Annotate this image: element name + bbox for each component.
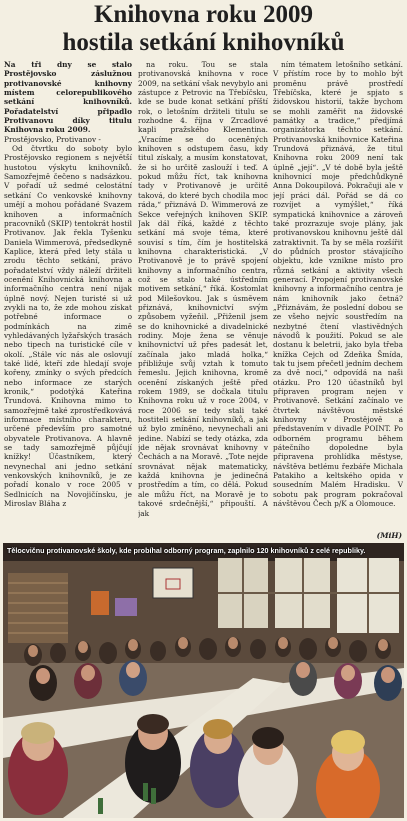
article-body-column-2: na roku. Tou se stala protivanovská knihovna v roce 2009, na setkání však nevybylo ani zástupce z Petrovic na Třebíčsku, kde se bude konat setkání příští rok, o letošním držiteli titulu se rozhodne 4. října v Zrcadlové kapli pražského Klementina. „Vracíme se do oceněných knihoven s odstupem času, kdy titul získaly, a musím konstatovat, že si ho určitě zaslouží i teď. A pokud můžu říct, tak knihovna tady v Protivanově je určitě taková, do které bych chodila moc ráda,“ přiznává D. Wimmerová ze Sekce veřejných knihoven SKIP. Jak dál říká, každé z těchto setkání má svoje téma, které souvisí s tím, čím je hostitelská knihovna charakteristická. „V Protivanově je to právě spojení knihovny a informačního centra, což se stalo také ústředním motivem setkání,“ říká. Kostomlat pod Milešovkou. Jak s úsměvem přiznává, knihovnictví svým způsobem vyžeňil. „Přiženil jsem se do knihovnické a divadelnické rodiny. Moje žena se věnuje knihovnictví už přes padesát let, začínala jako mladá holka,“ přibližuje svůj vztah k tomuto řemeslu. Jejich knihovna, kromě ocenění získaných ještě před rokem 1989, se dočkala titulu Knihovna roku už v roce 2004, v roce 2006 se tedy stali také hostiteli setkání knihovníků, a jak už bylo zmíněno, nevynechali ani jedine. Nabízí se tedy otázka, zda jde nějak srovnávat knihovny v Čechách a na Moravě. „Tote nejde srovnávat nějak matematicky, každá knihovna je jedinečná prostředím a tím, co dělá. Pokud ale můžu říct, na Moravě je to takové srdečnější,“ připouští. A jak bbox=[138, 60, 268, 518]
article-body-column-3: ním tématem letošního setkání. V přístím roce by to mohlo být proměnu právě prostředí Třebíčska, které je spjato s židovskou historií, takže bychom se mohli zaměřit na židovské památky a tradice,“ předjímá organizátorka těchto setkání. Protivanovská knihovnice Kateřina Trundová přiznává, že titul Knihovna roku 2009 není tak úplně „její“. „V té době byla ještě knihovnicí moje předchůdkyně Anna Dokoupilová. Pokračuji ale v její práci dál. Pořád se dá co rozvíjet a vymýšlet,“ říká sympatická knihovnice a zároveň také prozrazuje svoje plány, jak protivanovskou knihovnu ještě dál zatraktivnit. Ta by se měla rozšířit do půdních prostor stávajícího objektu, kde vznikne místo pro různá setkání a aktivity všech generací. Propojení protivanovské knihovny a informačního centra je nám knihovník jako četná? „Přiznávám, že poslední dobou se ze všeho nejvíc soustředím na nezbytné čtení vlastivědných návodů k použití. Pokud se ale dostanu k beletrii, jako byla třeba knížka Cejch od Zdeňka Šmída, tak tu jsem přečetl jedním dechem za dvě noci,“ odpovídá na naši otázku. Pro 120 účastníků byl připraven program nejen v Protivanově. Setkání začínalo ve čtvrtek návštěvou městské knihovny v Prostějově a představením v divadle POINT. Po odborném programu během pátečního dopoledne byla připravena prohlídka městyse, návštěva betlému řezbáře Michala Patakiho a keltského opida v sousedním Malém Hradisku. V sobotu pak program pokračoval návštěvou Čech p/K a Olomouce. bbox=[273, 60, 403, 509]
photo-caption: Tělocvičnu protivanovské školy, kde probíhal odborný program, zaplnilo 120 knihovníků z celé republiky. bbox=[7, 546, 366, 555]
article-signature: (MiH) bbox=[376, 531, 402, 540]
article-lead: Na tři dny se stalo Prostějovsko záslužnou protivanovské knihovny místem celorepublikového setkání knihovníků. Pořadatelství připadlo Protivanovu díky titulu Knihovna roku 2009. bbox=[4, 60, 132, 135]
article-column-3 bbox=[273, 60, 403, 530]
article-column-1 bbox=[4, 60, 132, 530]
headline-line-2: hostila setkání knihovníků bbox=[62, 29, 345, 56]
headline-line-1: Knihovna roku 2009 bbox=[93, 1, 314, 28]
event-photo bbox=[3, 543, 404, 818]
gymnasium-audience-image bbox=[3, 543, 404, 818]
article-column-2 bbox=[138, 60, 268, 530]
headline bbox=[0, 0, 407, 58]
article-dateline: Prostějovsko, Protivanov - bbox=[4, 134, 101, 144]
article-body-column-1: Od čtvrtku do soboty bylo Prostějovsko regionem s největší hustotou výskytu knihovníků. Samozřejmě čečeno s nadsázkou. V pořadí už sedmé celostátní setkání Co venkovské knihovny umějí a mohou pořádané Svazem knihoven a informačních pracovníků (SKIP) tentokrát hostil Protivanov. Jak řekla Tyšenku Daniela Wimmerová, předsedkyně Kaplice, která před lety stála u zrodu těchto setkání, právo pořadatelství vždy náleží držiteli ocenění Knihovnická knihovna a informačního centra není nijak úplně nový. Nejen turisté si už zvykli na to, že zde mohou získat potřebné informace o podmínkách na zimě vyhledávaných lyžařských trasách nebo tipech na turistické cíle v okolí. „Stále víc nás ale oslovují také lidé, kteří zde hledají svoje kořeny, zmínky o svých předcích nebo informace ze starých kronik,“ podotýká Kateřina Trundová. Knihovna mimo to samozřejmě také zprostředkovává informace místního charakteru, určené především pro samotné obyvatele Protivanova. A hlavně se tady samozřejmě půjčují knížky! Účastníkem, který nevynechal ani jedno setkání venkovských knihovníků, je ze pořadí konalo v roce 2005 v Sedlnicích na Novojičínsku, je Miroslav Bláha z bbox=[4, 144, 132, 509]
